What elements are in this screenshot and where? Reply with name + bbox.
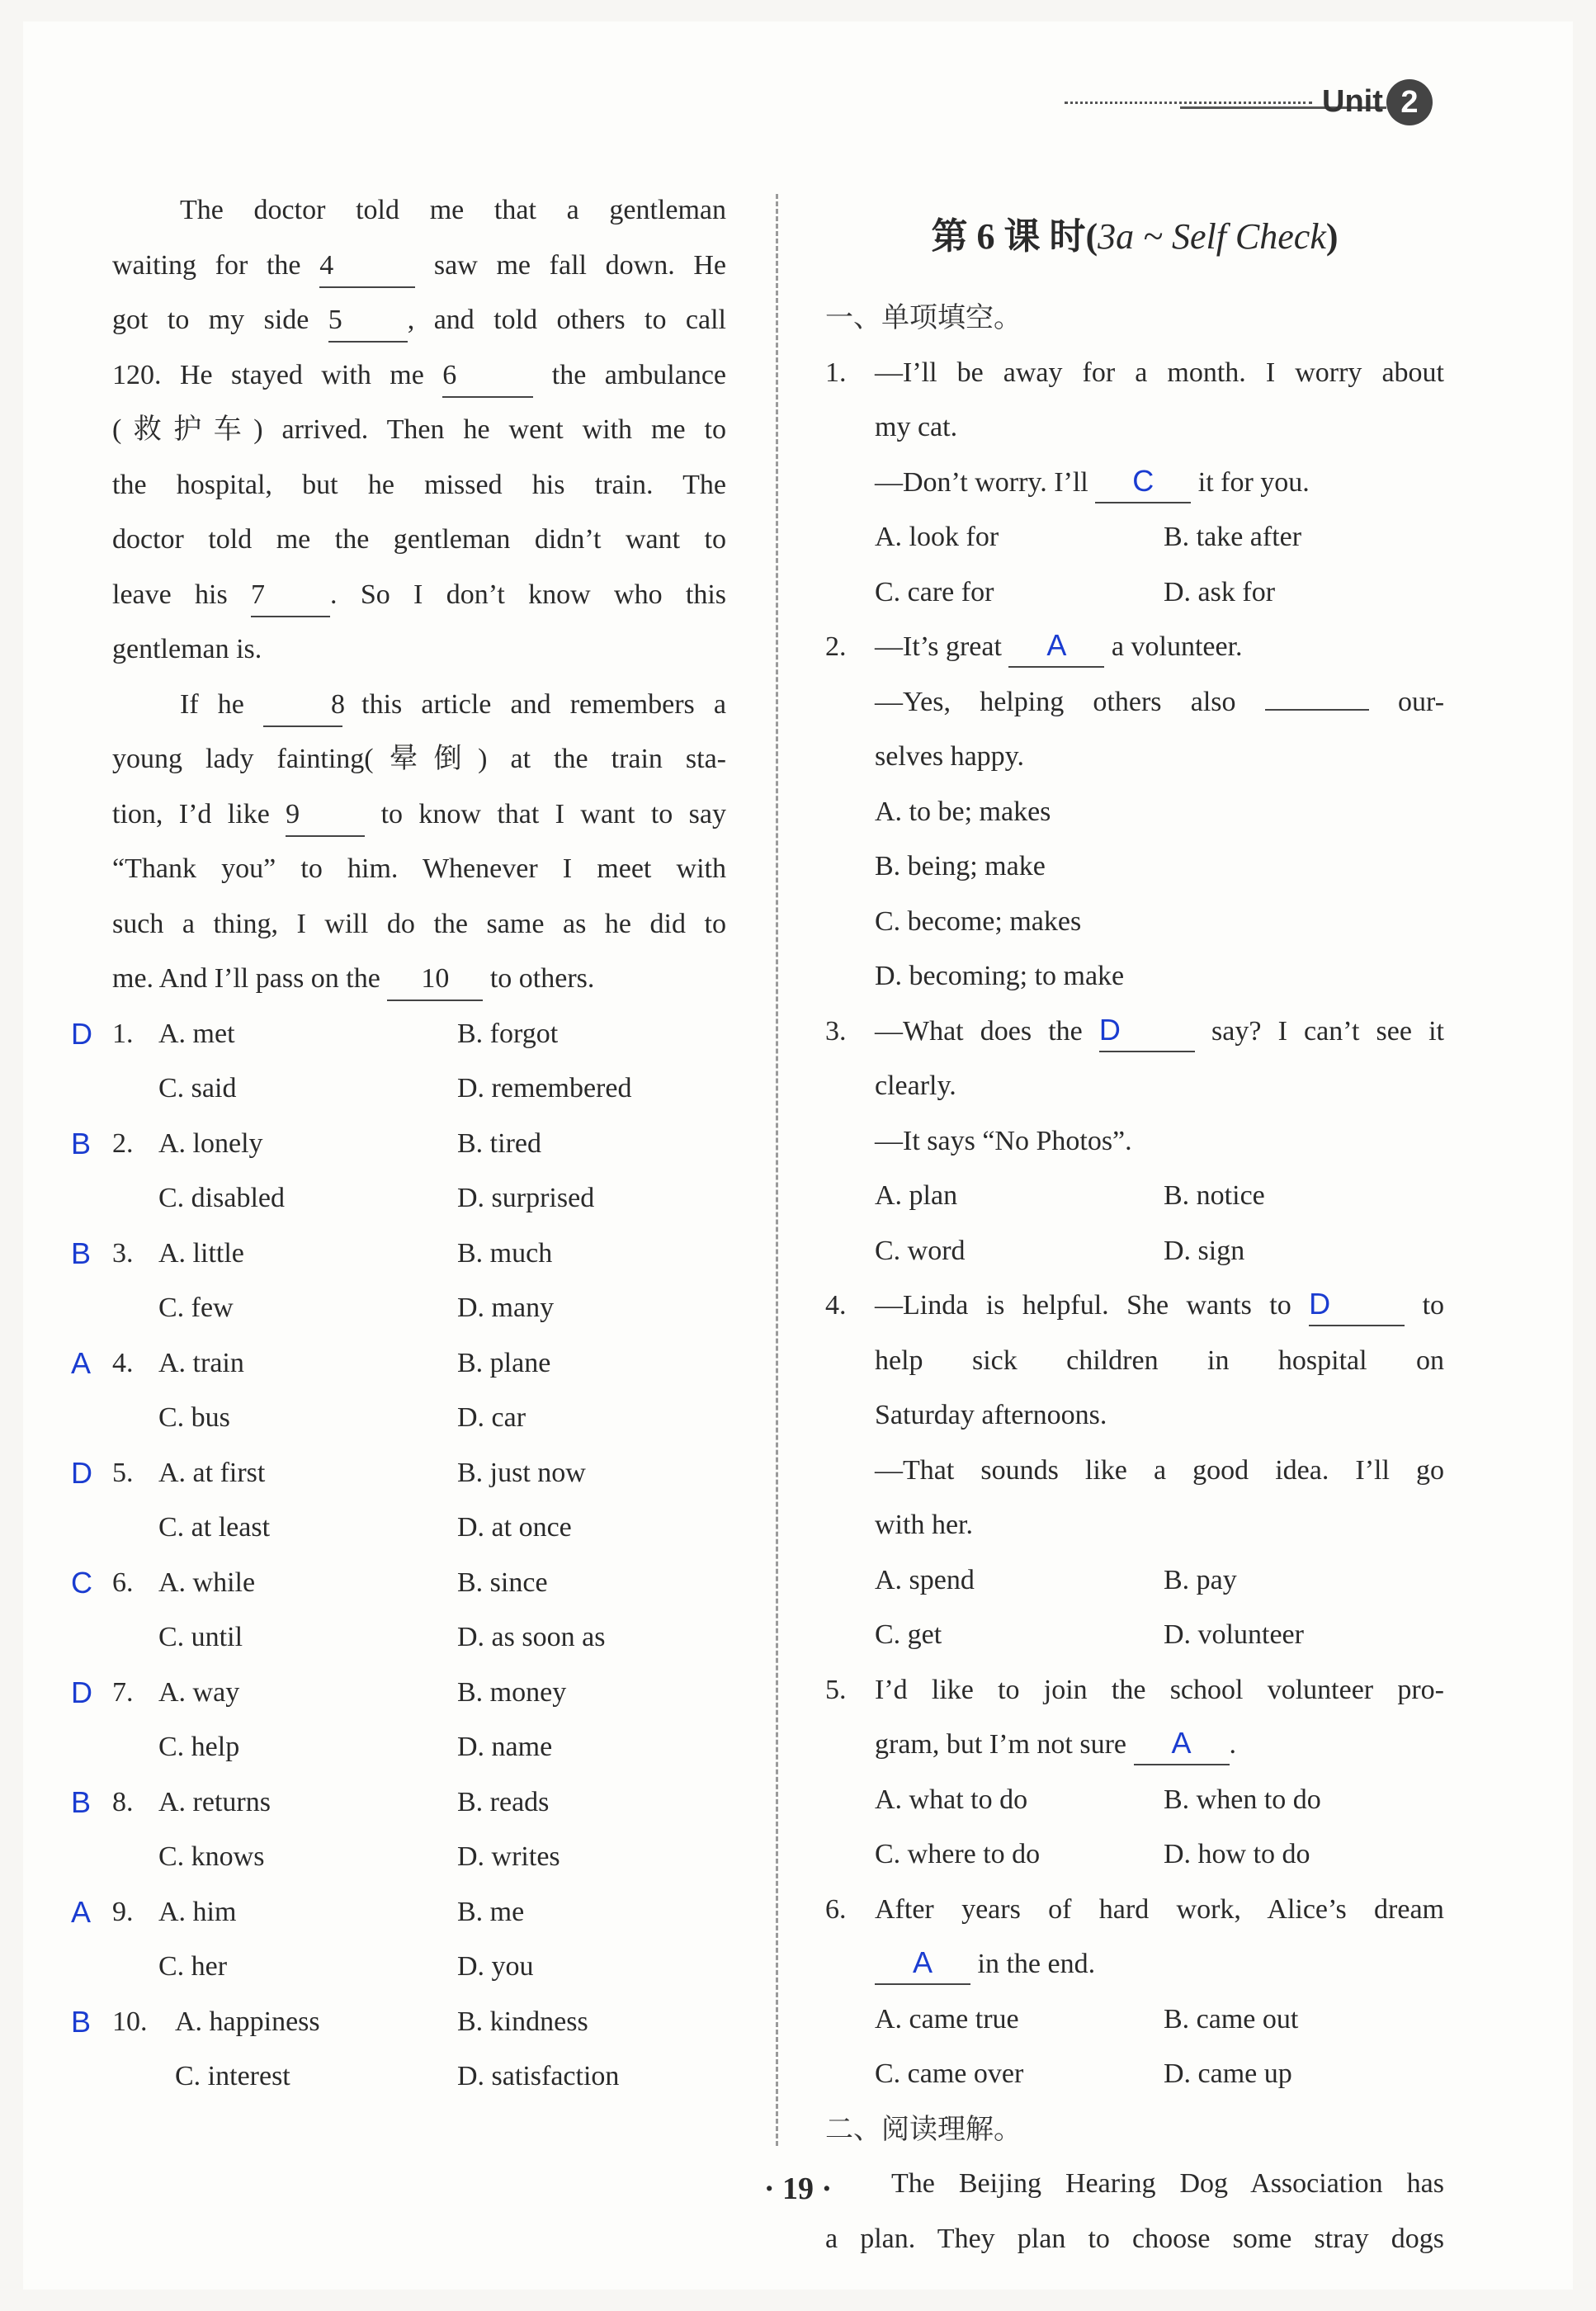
question-text: After years of hard work, Alice’s dream [875,1893,1444,1925]
options-row: A. plan B. notice [875,1180,1265,1211]
question-number: 6. [825,1893,847,1925]
option-b: B. reads [457,1786,550,1817]
question-text: —That sounds like a good idea. I’ll go [875,1454,1444,1486]
option-b: B. tired [457,1127,541,1159]
question-number: 2. [112,1127,134,1159]
question-number: 4. [112,1347,134,1378]
cloze-question-10-row2 [112,2049,726,2105]
handwritten-answer: B [71,2004,92,2039]
answer-blank: A [875,1942,970,1985]
option-d: D. satisfaction [457,2061,620,2091]
question-3 [825,1004,1444,1279]
question-number: 5. [825,1674,847,1705]
option: D. becoming; to make [875,961,1125,991]
option-a: A. happiness [175,2006,320,2037]
option-a: A. little [158,1237,244,1269]
option-c: C. few [158,1293,234,1323]
answer-blank: D [1099,1009,1195,1052]
option-b: B. money [457,1676,567,1708]
option-d: D. surprised [457,1183,595,1213]
answer-blank [1265,709,1369,711]
handwritten-answer: A [71,1345,92,1380]
passage-line: such a thing, I will do the same as he did to [112,908,726,939]
question-text: gram, but I’m not sure A . [875,1718,1444,1773]
unit-label: Unit [1322,84,1383,119]
cloze-question-1 [71,1007,726,1062]
answer-blank: A [1134,1723,1230,1765]
passage-line: doctor told me the gentleman didn’t want to [112,524,726,555]
question-number: 1. [112,1018,134,1049]
blank-10: 10 [387,958,483,1001]
handwritten-answer: B [71,1236,92,1270]
passage-line: The doctor told me that a gentleman [180,195,726,225]
options-row: A. spend B. pay [875,1564,1237,1595]
reading-text: The Beijing Hearing Dog Association has [891,2168,1444,2199]
option-d: D. as soon as [457,1622,606,1652]
options-row: C. word D. sign [875,1235,1245,1266]
left-column [71,183,727,2105]
cloze-question-6 [71,1556,726,1611]
passage-line: leave his 7 . So I don’t know who this [112,568,726,623]
handwritten-answer: B [71,1784,92,1819]
question-text: A in the end. [875,1937,1444,1992]
question-number: 10. [112,2006,148,2037]
option-c: C. knows [158,1841,265,1872]
question-text: —Don’t worry. I’ll C it for you. [875,456,1444,511]
question-number: 2. [825,631,847,662]
option-d: D. car [457,1402,526,1433]
cloze-question-9-row2 [112,1940,726,1995]
option-a: A. him [158,1896,237,1927]
blank-9: 9 [286,794,365,837]
cloze-question-1-row2 [112,1061,726,1117]
passage-line: got to my side 5 , and told others to call [112,293,726,348]
cloze-question-5 [71,1446,726,1501]
cloze-question-3-row2 [112,1281,726,1336]
passage-line: me. And I’ll pass on the 10 to others. [112,952,726,1007]
passage-line: “Thank you” to him. Whenever I meet with [112,853,726,884]
section-heading-2: 二、阅读理解。 [825,2112,1022,2146]
option-c: C. at least [158,1512,271,1543]
cloze-question-2-row2 [112,1171,726,1226]
option-c: C. until [158,1622,243,1652]
question-text: —It says “No Photos”. [875,1125,1132,1156]
cloze-question-7 [71,1666,726,1721]
option-c: C. bus [158,1402,230,1433]
blank-5: 5 [328,300,408,343]
blank-7: 7 [251,574,330,617]
handwritten-answer: C [71,1565,92,1600]
options-row: A. look for B. take after [875,522,1302,552]
handwritten-answer: D [71,1016,92,1051]
option-c: C. her [158,1951,228,1982]
question-text: my cat. [875,412,958,442]
option-c: C. help [158,1732,240,1762]
question-text: —What does the D say? I can’t see it [875,1004,1444,1060]
handwritten-answer: A [71,1894,92,1929]
header-dotted-rule [1065,102,1312,104]
passage-line: gentleman is. [112,634,262,664]
answer-blank: D [1309,1283,1405,1326]
question-number: 3. [112,1237,134,1269]
question-4 [825,1278,1444,1663]
passage-line: young lady fainting(晕倒) at the train sta- [112,744,726,774]
question-text: —I’ll be away for a month. I worry about [875,357,1444,388]
passage-line: 120. He stayed with me 6 the ambulance [112,348,726,404]
question-1 [825,346,1444,621]
cloze-question-3 [71,1226,726,1282]
unit-number-badge: 2 [1386,79,1433,125]
options-row: C. care for D. ask for [875,576,1276,607]
answer-blank: A [1008,625,1104,668]
reading-text: a plan. They plan to choose some stray dogs [825,2223,1444,2254]
blank-8: 8 [263,684,342,727]
question-text: —It’s great A a volunteer. [875,620,1444,675]
cloze-passage [112,183,726,1007]
cloze-question-4 [71,1336,726,1392]
question-text: help sick children in hospital on [875,1345,1444,1376]
options-row: C. where to do D. how to do [875,1839,1310,1869]
option-d: D. writes [457,1841,560,1872]
page-number: · 19 · [763,2172,833,2206]
option-a: A. while [158,1567,256,1598]
question-2 [825,620,1444,1004]
option: A. to be; makes [875,796,1051,827]
option-d: D. name [457,1732,553,1762]
options-row: A. what to do B. when to do [875,1784,1321,1815]
question-text: —Linda is helpful. She wants to D to [875,1278,1444,1334]
option: C. become; makes [875,905,1082,937]
option-b: B. much [457,1237,553,1269]
passage-line: (救护车) arrived. Then he went with me to [112,414,726,445]
cloze-question-2 [71,1117,726,1172]
option-c: C. said [158,1073,237,1104]
option-a: A. returns [158,1786,271,1817]
handwritten-answer: D [71,1455,92,1490]
question-text: selves happy. [875,741,1024,772]
column-divider [776,194,778,2146]
question-text: —Yes, helping others also our- [875,686,1445,717]
section-heading-1: 一、单项填空。 [825,301,1022,334]
question-number: 8. [112,1786,134,1817]
question-5 [825,1663,1444,1883]
question-number: 9. [112,1896,134,1927]
option-a: A. at first [158,1457,266,1488]
handwritten-answer: D [71,1675,92,1709]
options-row: C. came over D. came up [875,2058,1292,2089]
option-a: A. lonely [158,1127,263,1159]
cloze-question-5-row2 [112,1500,726,1556]
cloze-question-9 [71,1885,726,1940]
cloze-question-7-row2 [112,1720,726,1775]
option-a: A. train [158,1347,244,1378]
question-6 [825,1883,1444,2102]
passage-line: tion, I’d like 9 to know that I want to say [112,787,726,843]
cloze-question-6-row2 [112,1610,726,1666]
option-a: A. way [158,1676,240,1708]
question-number: 3. [825,1015,847,1047]
option-d: D. remembered [457,1073,632,1104]
blank-4: 4 [319,245,415,288]
option: B. being; make [875,851,1046,881]
question-text: clearly. [875,1070,956,1101]
option-b: B. kindness [457,2006,588,2037]
question-number: 4. [825,1290,847,1321]
cloze-question-10 [71,1995,726,2050]
option-c: C. disabled [158,1183,285,1213]
option-b: B. since [457,1567,548,1598]
question-text: I’d like to join the school volunteer pro- [875,1674,1444,1705]
question-text: Saturday afternoons. [875,1400,1107,1430]
option-b: B. forgot [457,1018,559,1049]
options-row: A. came true B. came out [875,2003,1299,2035]
option-a: A. met [158,1018,235,1049]
cloze-question-4-row2 [112,1391,726,1446]
option-c: C. interest [175,2061,290,2091]
question-number: 1. [825,357,847,388]
handwritten-answer: B [71,1126,92,1160]
passage-line: the hospital, but he missed his train. The [112,469,726,500]
cloze-question-8 [71,1775,726,1831]
blank-6: 6 [442,355,533,398]
passage-line: waiting for the 4 saw me fall down. He [112,239,726,294]
option-d: D. many [457,1293,555,1323]
question-number: 6. [112,1567,134,1598]
option-d: D. you [457,1951,534,1982]
right-column [825,208,1444,2266]
cloze-question-8-row2 [112,1830,726,1885]
option-d: D. at once [457,1512,572,1543]
option-b: B. plane [457,1347,551,1378]
unit-header [1065,79,1444,129]
passage-line: If he 8 this article and remembers a [112,678,726,733]
options-row: C. get D. volunteer [875,1619,1304,1650]
question-number: 5. [112,1457,134,1488]
question-number: 7. [112,1676,134,1708]
lesson-title: 第 6 课 时(3a ~ Self Check) [931,216,1339,257]
answer-blank: C [1095,461,1191,503]
option-b: B. me [457,1896,525,1927]
option-b: B. just now [457,1457,586,1488]
cloze-options [71,1007,726,2105]
question-text: with her. [875,1510,973,1540]
